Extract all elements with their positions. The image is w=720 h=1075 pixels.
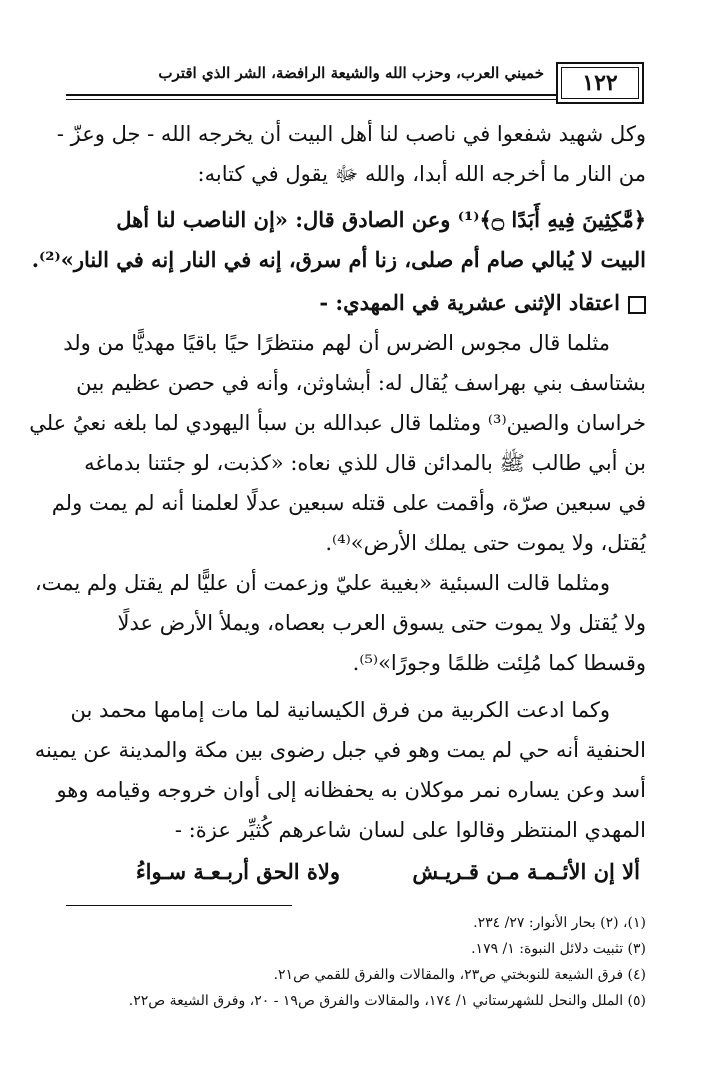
quote-line: البيت لا يُبالي صام أم صلى، زنا أم سرق، إنه في النار إنه في النار»⁽²⁾. (31, 247, 646, 272)
text-line: من النار ما أخرجه الله أبدا، والله ﷻ يقول في كتابه: (197, 162, 646, 186)
text-line: ومثلما قالت السبئية «بغيبة عليّ وزعمت أن عليًّا لم يقتل ولم يمت، (34, 571, 610, 595)
text-line: بشتاسف بني بهراسف يُقال له: أبشاوثن، وأنه في حصن عظيم بين (76, 371, 646, 395)
header-rule-thin (66, 99, 556, 100)
footnote: (٣) تثبيت دلائل النبوة: ١/ ١٧٩. (471, 941, 646, 957)
square-bullet-icon (628, 296, 646, 314)
text-line: بن أبي طالب ﷺ بالمدائن قال للذي نعاه: «كذبت، لو جئتنا بدماغه (84, 451, 646, 475)
text-line: مثلما قال مجوس الضرس أن لهم منتظرًا حيًا باقيًا مهديًّا من ولد (63, 331, 610, 355)
text-line: وكما ادعت الكربية من فرق الكيسانية لما مات إمامها محمد بن (70, 698, 610, 722)
text-line: في سبعين صرّة، وأقمت على قتله سبعين عدلًا لعلمنا أنه لم يمت ولم (51, 491, 646, 515)
footnote: (١)، (٢) بحار الأنوار: ٢٧/ ٢٣٤. (473, 915, 646, 931)
running-title: خميني العرب، وحزب الله والشيعة الرافضة، الشر الذي اقترب (158, 64, 544, 82)
text-line: وكل شهيد شفعوا في ناصب لنا أهل البيت أن يخرجه الله - جل وعزّ - (56, 122, 646, 146)
page-number-box (556, 62, 644, 104)
verse-first-hemistich: ألا إن الأئـمـة مـن قـريـش (412, 859, 640, 884)
verse-second-hemistich: ولاة الحق أربـعـة سـواءُ (135, 859, 340, 884)
text-line: الحنفية أنه حي لم يمت وهو في جبل رضوى بين مكة والمدينة عن يمينه (34, 738, 646, 762)
text-line: خراسان والصين⁽³⁾ ومثلما قال عبدالله بن سبأ اليهودي لما بلغه نعيُ علي (29, 411, 646, 435)
text-line: وقسطا كما مُلِئت ظلمًا وجورًا»⁽⁵⁾. (352, 651, 646, 675)
section-heading (64, 283, 646, 323)
text-line: المهدي المنتظر وقالوا على لسان شاعرهم كُثيِّر عزة: - (174, 818, 646, 842)
text-line: أسد وعن يساره نمر موكلان به يحفظانه إلى أوان خروجه وقيامه وهو (56, 778, 646, 802)
footnote: (٥) الملل والنحل للشهرستاني ١/ ١٧٤، والمقالات والفرق ص١٩ - ٢٠، وفرق الشيعة ص٢٢. (128, 993, 646, 1009)
quote-line: ﴿مَّٰكِثِينَ فِيهِ أَبَدًا ۝﴾⁽¹⁾ وعن الصادق قال: «إن الناصب لنا أهل (116, 207, 646, 232)
section-heading-text: اعتقاد الإثنى عشرية في المهدي: - (319, 290, 620, 315)
footnote-rule (66, 905, 292, 906)
page-number: ١٢٢ (582, 70, 618, 96)
header-rule (66, 94, 556, 96)
text-line: ولا يُقتل ولا يموت حتى يسوق العرب بعصاه، ويملأ الأرض عدلًا (117, 611, 646, 635)
footnote: (٤) فرق الشيعة للنوبختي ص٢٣، والمقالات والفرق للقمي ص٢١. (273, 967, 646, 983)
text-line: يُقتل، ولا يموت حتى يملك الأرض»⁽⁴⁾. (325, 531, 646, 555)
